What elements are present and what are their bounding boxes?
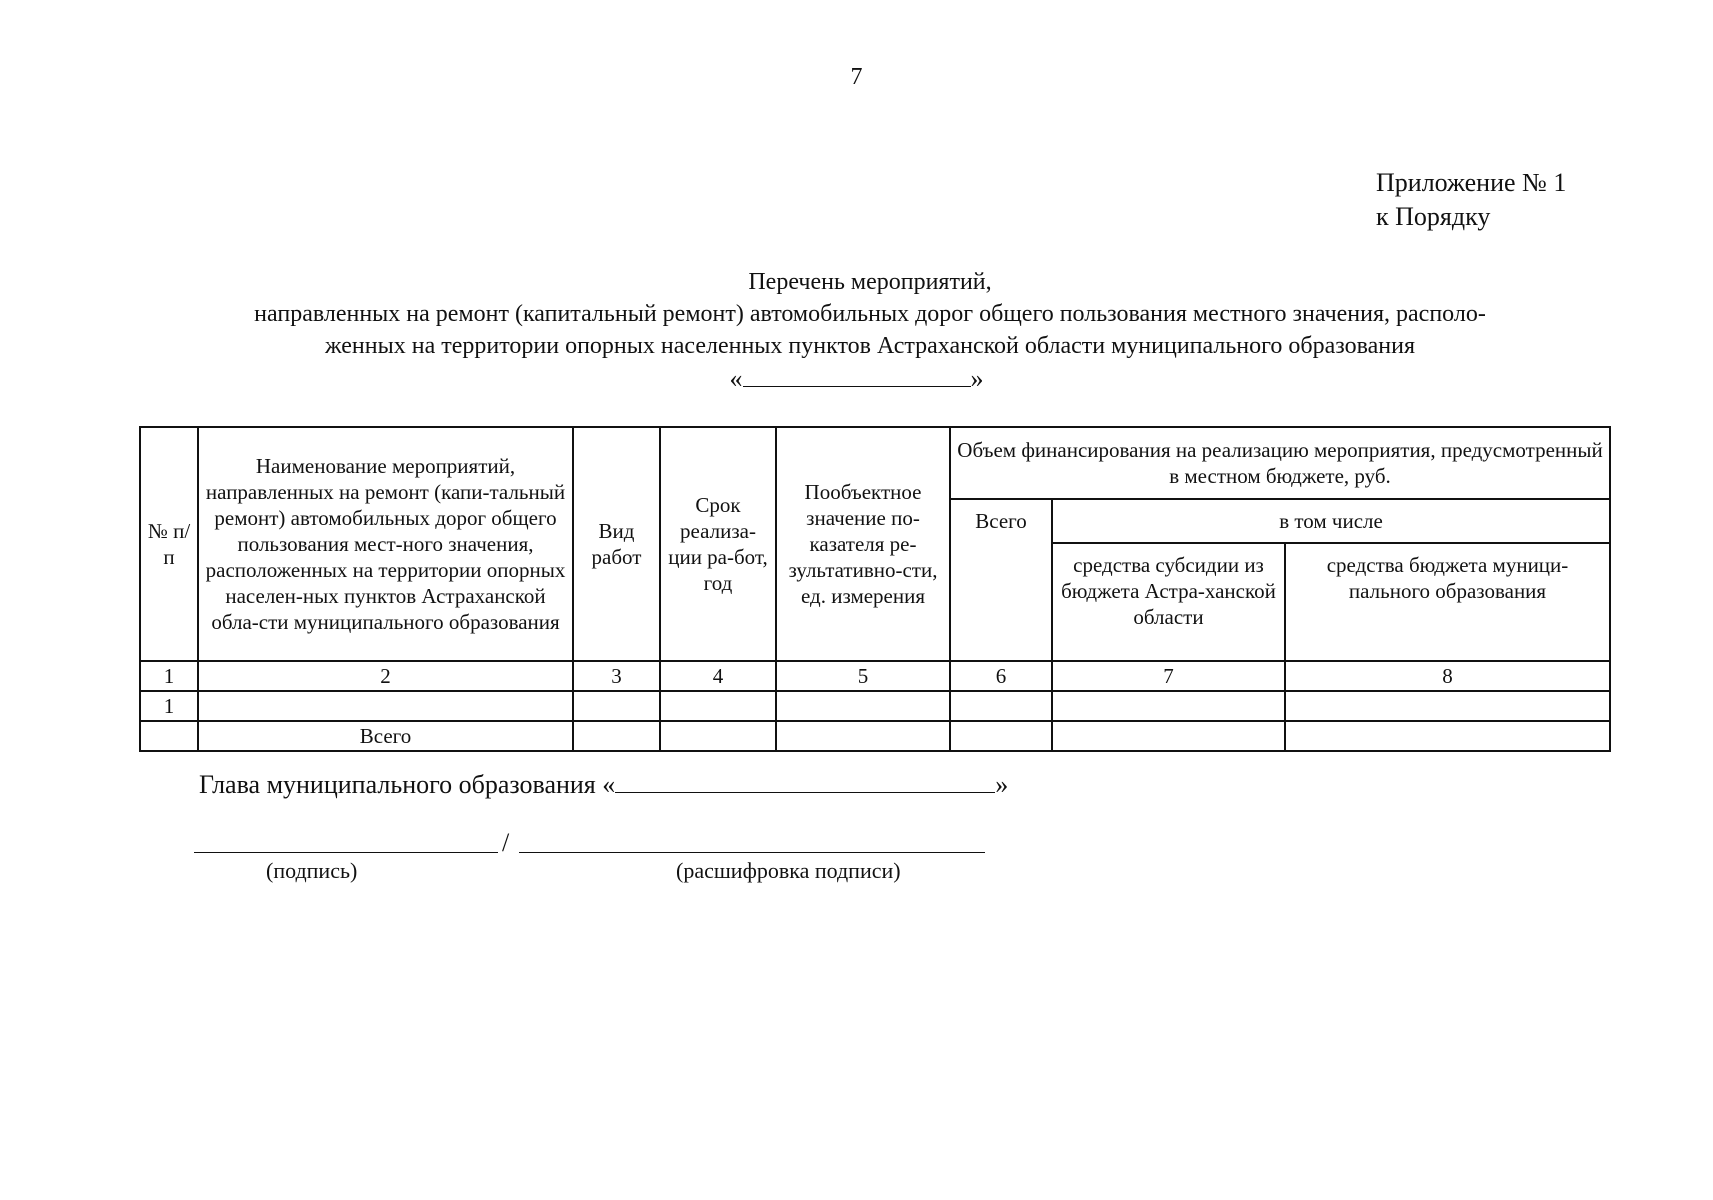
row-num-cell: 1	[140, 691, 198, 721]
total-label: Всего	[198, 721, 573, 751]
row-indicator-cell[interactable]	[776, 691, 950, 721]
title-line-1: Перечень мероприятий,	[748, 269, 992, 295]
title-line-2: направленных на ремонт (капитальный ремонт) автомобильных дорог общего пользования местного значения, располо-	[254, 301, 1486, 327]
total-num-cell	[140, 721, 198, 751]
row-name-cell[interactable]	[198, 691, 573, 721]
decode-caption: (расшифровка подписи)	[676, 858, 901, 883]
head-name-blank[interactable]	[615, 770, 995, 793]
header-funding: Объем финансирования на реализацию мероприятия, предусмотренный в местном бюджете, руб.	[950, 427, 1610, 499]
column-number: 7	[1052, 661, 1285, 691]
header-indicator: Пообъектное значение по-казателя ре-зультативно-сти, ед. измерения	[776, 427, 950, 661]
header-total: Всего	[950, 499, 1052, 661]
signature-line[interactable]	[194, 852, 498, 853]
municipality-name-field	[0, 364, 1713, 394]
total-municipal-cell[interactable]	[1285, 721, 1610, 751]
total-term-cell[interactable]	[660, 721, 776, 751]
column-number: 1	[140, 661, 198, 691]
quote-close: »	[970, 364, 984, 393]
total-type-cell[interactable]	[573, 721, 660, 751]
title-line-3: женных на территории опорных населенных пунктов Астраханской области муниципального образования	[325, 333, 1415, 359]
header-term: Срок реализа-ции ра-бот, год	[660, 427, 776, 661]
signature-slash: /	[502, 828, 510, 857]
appendix-line-1: Приложение № 1	[1376, 168, 1567, 197]
header-name: Наименование мероприятий, направленных на ремонт (капи-тальный ремонт) автомобильных дорог общего пользования мест-ного значения, расположенных на территории опорных населен-ных пунктов Астраханской обла-сти муниципального образования	[198, 427, 573, 661]
header-type: Вид работ	[573, 427, 660, 661]
row-term-cell[interactable]	[660, 691, 776, 721]
header-including: в том числе	[1052, 499, 1610, 543]
column-number: 5	[776, 661, 950, 691]
row-subsidy-cell[interactable]	[1052, 691, 1285, 721]
header-municipal: средства бюджета муници-пального образования	[1285, 543, 1610, 661]
activities-table	[139, 426, 1611, 752]
appendix-line-2: к Порядку	[1376, 202, 1491, 231]
column-number: 8	[1285, 661, 1610, 691]
quote-open: «	[729, 364, 743, 393]
signature-caption: (подпись)	[266, 858, 358, 883]
page-number: 7	[850, 64, 863, 90]
row-total-cell[interactable]	[950, 691, 1052, 721]
total-indicator-cell[interactable]	[776, 721, 950, 751]
column-number: 3	[573, 661, 660, 691]
table-row	[140, 691, 1610, 721]
row-type-cell[interactable]	[573, 691, 660, 721]
column-number: 4	[660, 661, 776, 691]
total-sum-cell[interactable]	[950, 721, 1052, 751]
total-subsidy-cell[interactable]	[1052, 721, 1285, 751]
appendix-block	[1376, 166, 1566, 234]
head-close: »	[995, 770, 1009, 799]
header-subsidy: средства субсидии из бюджета Астра-ханской области	[1052, 543, 1285, 661]
column-number-row	[140, 661, 1610, 691]
municipality-blank[interactable]	[743, 364, 971, 387]
column-number: 2	[198, 661, 573, 691]
total-row	[140, 721, 1610, 751]
column-number: 6	[950, 661, 1052, 691]
document-title	[120, 266, 1620, 362]
head-label: Глава муниципального образования «	[199, 770, 616, 799]
header-num: № п/п	[140, 427, 198, 661]
head-of-municipality-line	[199, 770, 1008, 800]
signature-decode-line[interactable]	[519, 852, 985, 853]
row-municipal-cell[interactable]	[1285, 691, 1610, 721]
